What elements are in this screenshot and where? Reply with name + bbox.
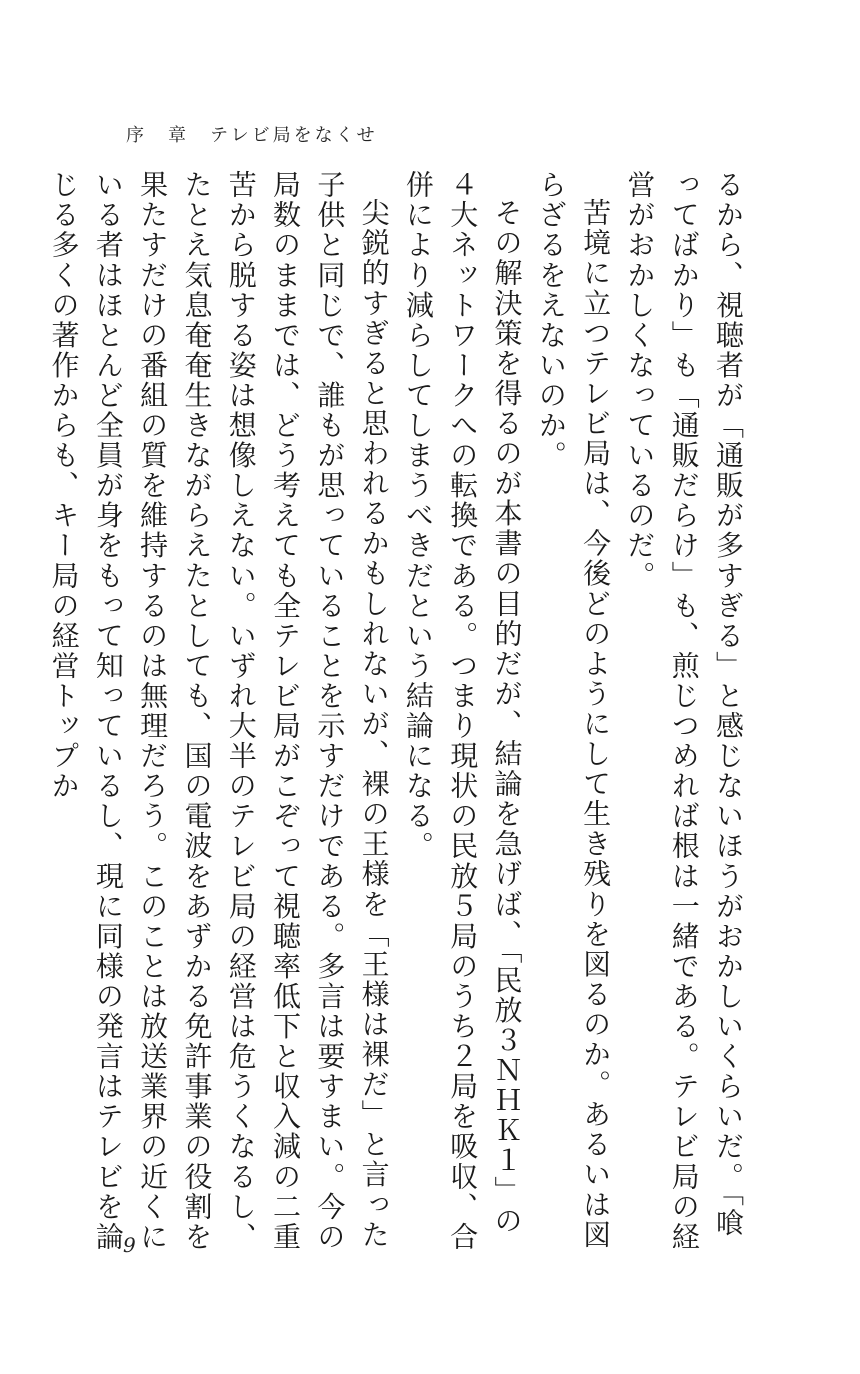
paragraph: 苦境に立つテレビ局は、今後どのようにして生き残りを図るのか。あるいは図らざるをえないのか。	[534, 170, 613, 1250]
paragraph: るから、視聴者が「通販が多すぎる」と感じないほうがおかしいくらいだ。「喰ってばかり」も「通販だらけ」も、煎じつめれば根は一緒である。テレビ局の経営がおかしくなっているのだ。	[623, 170, 745, 1252]
page-number: 9	[123, 1233, 136, 1257]
paragraph: 尖鋭的すぎると思われるかもしれないが、裸の王様を「王様は裸だ」と言った子供と同じで、誰もが思っていることを示すだけである。多言は要すまい。今の局数のままでは、どう考えても全テレビ局がこぞって視聴率低下と収入減の二重苦から脱する姿は想像しえない。いずれ大半のテレビ局の経営は危うくなるし、たとえ気息奄奄生きながらえたとしても、国の電波をあずかる免許事業の役割を果たすだけの番組の質を維持するのは無理だろう。このことは放送業界の近くにいる者はほとんど全員が身をもって知っているし、現に同様の発言はテレビを論じる多くの著作からも、キー局の経営トップか	[47, 170, 391, 1252]
running-header: 序 章 テレビ局をなくせ	[126, 125, 378, 146]
paragraph: その解決策を得るのが本書の目的だが、結論を急げば、「民放３ＮＨＫ１」の４大ネットワークへの転換である。つまり現状の民放５局のうち２局を吸収、合併により減らしてしまうべきだという結論になる。	[401, 170, 524, 1252]
vertical-body-text	[47, 170, 750, 1260]
